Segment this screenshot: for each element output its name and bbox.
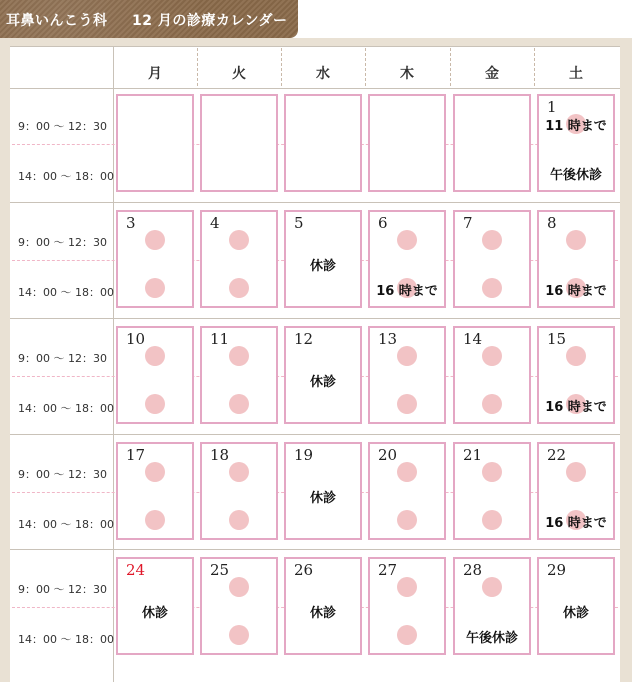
open-dot-pm	[145, 394, 165, 414]
day-number: 18	[210, 446, 230, 464]
open-dot-am	[229, 230, 249, 250]
weekday-label: 木	[400, 66, 414, 82]
time-slot-am: 9：00 〜 12：30	[18, 236, 107, 249]
open-dot-am	[566, 346, 586, 366]
time-slot-pm: 14：00 〜 18：00	[18, 286, 114, 299]
day-number: 4	[210, 214, 220, 232]
pm-note: 16 時まで	[545, 516, 607, 531]
day-number: 20	[378, 446, 398, 464]
day-number: 12	[294, 330, 314, 348]
day-number: 22	[547, 446, 567, 464]
time-slot-pm: 14：00 〜 18：00	[18, 402, 114, 415]
open-dot-pm	[229, 394, 249, 414]
open-dot-am	[482, 230, 502, 250]
time-slot-pm: 14：00 〜 18：00	[18, 518, 114, 531]
day-number: 24	[126, 561, 146, 579]
header-column-divider	[197, 48, 198, 86]
day-cell	[200, 94, 278, 192]
closed-note: 休診	[309, 491, 336, 506]
open-dot-am	[145, 346, 165, 366]
day-number: 1	[547, 98, 557, 116]
open-dot-am	[229, 346, 249, 366]
week-separator	[10, 434, 620, 435]
header-top-line	[10, 46, 620, 47]
week-separator	[10, 202, 620, 203]
open-dot-pm	[397, 625, 417, 645]
day-number: 7	[463, 214, 473, 232]
day-number: 3	[126, 214, 136, 232]
week-separator	[10, 549, 620, 550]
time-slot-am: 9：00 〜 12：30	[18, 352, 107, 365]
open-dot-pm	[482, 394, 502, 414]
open-dot-am	[397, 577, 417, 597]
open-dot-pm	[229, 625, 249, 645]
pm-note: 16 時まで	[545, 284, 607, 299]
closed-note: 休診	[309, 606, 336, 621]
open-dot-pm	[482, 278, 502, 298]
week-separator	[10, 318, 620, 319]
day-number: 27	[378, 561, 398, 579]
time-slot-pm: 14：00 〜 18：00	[18, 633, 114, 646]
time-slot-am: 9：00 〜 12：30	[18, 583, 107, 596]
open-dot-am	[482, 577, 502, 597]
time-slot-am: 9：00 〜 12：30	[18, 120, 107, 133]
header-column-divider	[534, 48, 535, 86]
open-dot-am	[145, 230, 165, 250]
closed-note: 休診	[141, 606, 168, 621]
day-cell	[368, 94, 446, 192]
pm-note: 16 時まで	[545, 400, 607, 415]
header-bottom-line	[10, 88, 620, 89]
day-cell	[116, 94, 194, 192]
open-dot-am	[229, 577, 249, 597]
weekday-label: 土	[569, 66, 583, 82]
day-number: 10	[126, 330, 146, 348]
open-dot-am	[397, 346, 417, 366]
clinic-name: 耳鼻いんこう科	[6, 13, 108, 29]
pm-note: 午後休診	[549, 168, 602, 183]
day-number: 11	[210, 330, 230, 348]
open-dot-am	[229, 462, 249, 482]
open-dot-pm	[145, 278, 165, 298]
open-dot-pm	[145, 510, 165, 530]
day-number: 25	[210, 561, 230, 579]
calendar-month-title: 12 月の診療カレンダー	[132, 13, 288, 29]
time-slot-pm: 14：00 〜 18：00	[18, 170, 114, 183]
pm-note: 午後休診	[465, 631, 518, 646]
day-number: 17	[126, 446, 146, 464]
open-dot-am	[482, 346, 502, 366]
open-dot-am	[397, 230, 417, 250]
weekday-label: 火	[232, 66, 246, 82]
weekday-label: 水	[316, 66, 330, 82]
day-number: 15	[547, 330, 567, 348]
day-number: 19	[294, 446, 314, 464]
header-column-divider	[365, 48, 366, 86]
time-slot-am: 9：00 〜 12：30	[18, 468, 107, 481]
day-number: 21	[463, 446, 483, 464]
day-number: 26	[294, 561, 314, 579]
pm-note: 16 時まで	[376, 284, 438, 299]
weekday-label: 月	[148, 66, 162, 82]
day-number: 14	[463, 330, 483, 348]
open-dot-am	[145, 462, 165, 482]
open-dot-pm	[397, 394, 417, 414]
open-dot-pm	[229, 278, 249, 298]
header-column-divider	[281, 48, 282, 86]
am-note: 11 時まで	[545, 119, 607, 134]
open-dot-am	[482, 462, 502, 482]
open-dot-am	[397, 462, 417, 482]
weekday-label: 金	[485, 66, 499, 82]
open-dot-pm	[397, 510, 417, 530]
title-tab	[0, 0, 298, 38]
open-dot-pm	[229, 510, 249, 530]
day-cell	[284, 94, 362, 192]
open-dot-pm	[482, 510, 502, 530]
closed-note: 休診	[562, 606, 589, 621]
header-column-divider	[450, 48, 451, 86]
day-number: 6	[378, 214, 388, 232]
day-number: 28	[463, 561, 483, 579]
open-dot-am	[566, 230, 586, 250]
closed-note: 休診	[309, 375, 336, 390]
closed-note: 休診	[309, 259, 336, 274]
day-number: 8	[547, 214, 557, 232]
day-number: 5	[294, 214, 304, 232]
day-number: 13	[378, 330, 398, 348]
day-number: 29	[547, 561, 567, 579]
time-column-line	[113, 46, 114, 682]
open-dot-am	[566, 462, 586, 482]
day-cell	[453, 94, 531, 192]
